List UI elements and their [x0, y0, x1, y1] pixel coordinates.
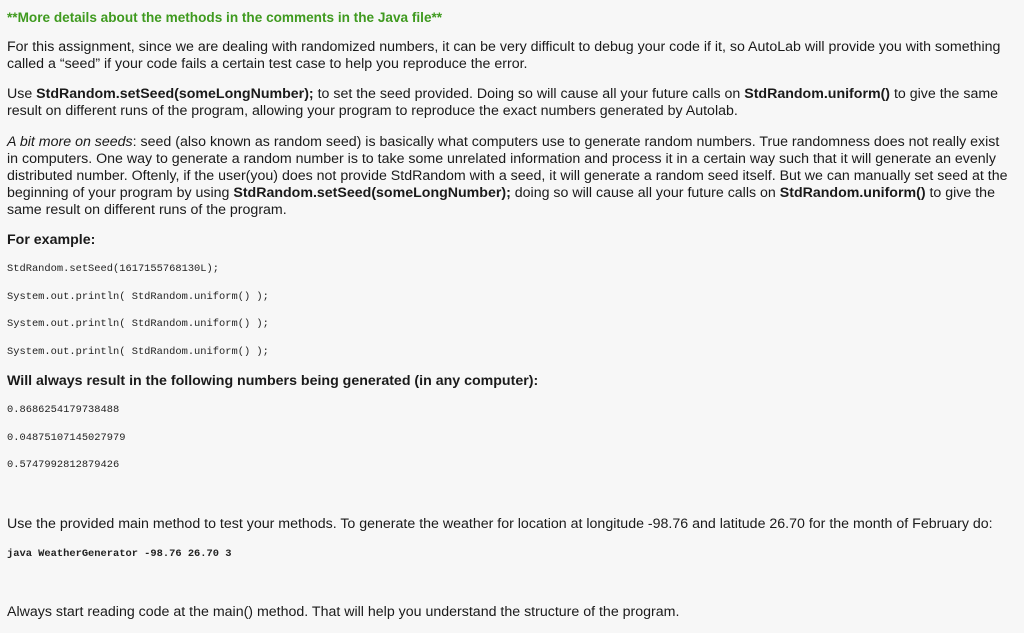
- code-line-set-seed: StdRandom.setSeed(1617155768130L);: [7, 263, 220, 275]
- seeds-set-seed-call: StdRandom.setSeed(someLongNumber);: [233, 185, 511, 201]
- methods-details-heading: **More details about the methods in the comments in the Java file**: [7, 10, 443, 25]
- example-label: For example:: [7, 232, 96, 248]
- seeds-explanation-paragraph: [7, 134, 1011, 219]
- run-command: java WeatherGenerator -98.76 26.70 3: [7, 548, 232, 560]
- seeds-uniform-call: StdRandom.uniform(): [779, 185, 926, 201]
- code-line-print-3: System.out.println( StdRandom.uniform() );: [7, 346, 269, 358]
- seed-intro-paragraph: For this assignment, since we are dealing with randomized numbers, it can be very difficult to debug your code if it, so AutoLab will provide you with something called a “seed” if your code fails a certain test case to help you reproduce the error.: [7, 39, 1001, 72]
- seeds-text-2: doing so will cause all your future calls on: [510, 185, 780, 201]
- output-number-2: 0.04875107145027979: [7, 432, 126, 444]
- set-seed-paragraph: [7, 86, 1011, 120]
- seeds-text-3: to give the same result on different runs of the program.: [7, 185, 995, 218]
- set-seed-text-1: Use: [7, 86, 37, 102]
- code-line-print-2: System.out.println( StdRandom.uniform() );: [7, 318, 269, 330]
- reading-tip-paragraph: Always start reading code at the main() method. That will help you understand the structure of the program.: [7, 604, 680, 620]
- output-number-3: 0.5747992812879426: [7, 459, 120, 471]
- result-label: Will always result in the following numbers being generated (in any computer):: [7, 373, 539, 389]
- seeds-lead: A bit more on seeds: [7, 134, 133, 150]
- set-seed-call: StdRandom.setSeed(someLongNumber);: [36, 86, 314, 102]
- code-line-print-1: System.out.println( StdRandom.uniform() );: [7, 291, 269, 303]
- set-seed-text-3: to give the same result on different runs of the program, allowing your program to reproduce the exact numbers generated by Autolab.: [7, 86, 999, 119]
- seeds-text-1: : seed (also known as random seed) is basically what computers use to generate random numbers. True randomness does not really exist in computers. One way to generate a random number is to take some unrelated information and process it in a certain way such that it will generate an evenly distributed number. Oftenly, if the user(you) does not provide StdRandom with a seed, it will generate a random seed itself. But we can manually set seed at the beginning of your program by using: [7, 134, 1008, 201]
- uniform-call: StdRandom.uniform(): [744, 86, 891, 102]
- main-method-paragraph: Use the provided main method to test your methods. To generate the weather for location at longitude -98.76 and latitude 26.70 for the month of February do:: [7, 516, 993, 532]
- set-seed-text-2: to set the seed provided. Doing so will cause all your future calls on: [313, 86, 745, 102]
- output-number-1: 0.8686254179738488: [7, 404, 120, 416]
